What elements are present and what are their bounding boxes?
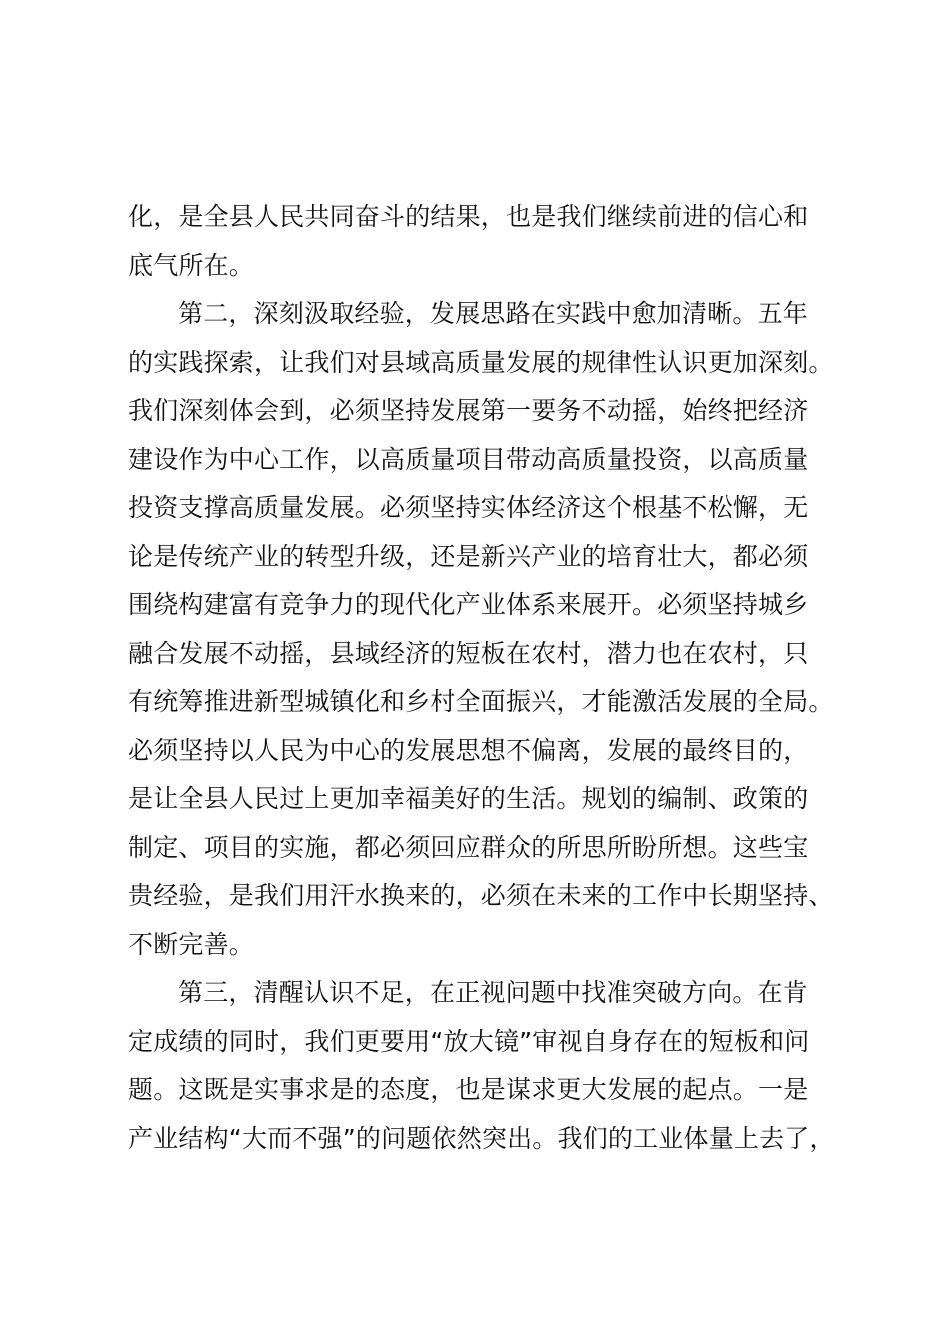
text-line-17: 第三，清醒认识不足，在正视问题中找准突破方向。在肯: [178, 978, 809, 1007]
text-line-20: 产业结构“大而不强”的问题依然突出。我们的工业体量上去了，: [128, 1123, 835, 1153]
text-line-18: 定成绩的同时，我们更要用“放大镜”审视自身存在的短板和问: [128, 1026, 810, 1056]
text-line-12: 必须坚持以人民为中心的发展思想不偏离，发展的最终目的，: [128, 735, 809, 765]
text-line-15: 贵经验，是我们用汗水换来的，必须在未来的工作中长期坚持、: [128, 881, 834, 910]
text-line-2: 底气所在。: [128, 250, 255, 280]
text-line-11: 有统筹推进新型城镇化和乡村全面振兴，才能激活发展的全局。: [128, 687, 834, 716]
text-line-14: 制定、项目的实施，都必须回应群众的所思所盼所想。这些宝: [128, 832, 809, 862]
text-line-4: 的实践探索，让我们对县域高质量发展的规律性认识更加深刻。: [128, 347, 834, 377]
text-line-19: 题。这既是实事求是的态度，也是谋求更大发展的起点。一是: [128, 1075, 809, 1104]
text-line-9: 围绕构建富有竞争力的现代化产业体系来展开。必须坚持城乡: [128, 590, 809, 619]
text-line-5: 我们深刻体会到，必须坚持发展第一要务不动摇，始终把经济: [128, 396, 809, 425]
text-line-7: 投资支撑高质量发展。必须坚持实体经济这个根基不松懈，无: [128, 493, 809, 522]
text-line-8: 论是传统产业的转型升级，还是新兴产业的培育壮大，都必须: [128, 541, 809, 571]
text-line-3: 第二，深刻汲取经验，发展思路在实践中愈加清晰。五年: [178, 299, 809, 328]
text-line-13: 是让全县人民过上更加幸福美好的生活。规划的编制、政策的: [128, 784, 809, 813]
body-text: [128, 193, 835, 1163]
text-line-6: 建设作为中心工作，以高质量项目带动高质量投资，以高质量: [128, 444, 809, 474]
text-line-1: 化，是全县人民共同奋斗的结果，也是我们继续前进的信心和: [128, 202, 809, 231]
text-line-16: 不断完善。: [128, 929, 255, 959]
text-line-10: 融合发展不动摇，县域经济的短板在农村，潜力也在农村，只: [128, 638, 809, 668]
